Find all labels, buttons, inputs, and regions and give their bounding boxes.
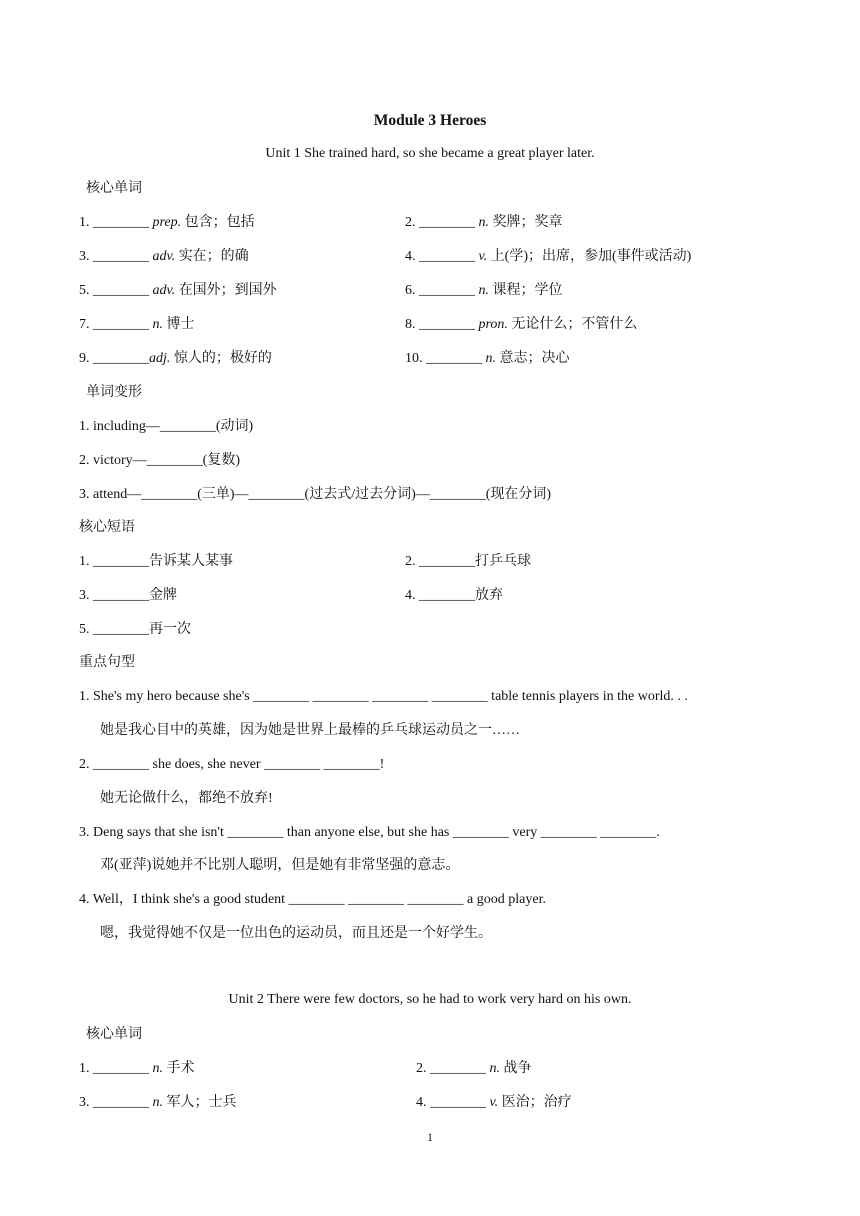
- phrase-item: 2. ________打乒乓球: [405, 554, 531, 569]
- unit2-heading: Unit 2 There were few doctors, so he had to work very hard on his own.: [228, 992, 632, 1007]
- unit1-sentences-heading: 重点句型: [79, 655, 135, 670]
- word-form-item: 3. attend—________(三单)—________(过去式/过去分词)—________(现在分词): [79, 487, 552, 502]
- sentence-en: 1. She's my hero because she's ________ ________ ________ ________ table tennis players in the world. . .: [79, 689, 688, 704]
- unit2-core-words-heading: 核心单词: [86, 1027, 142, 1042]
- word-form-item: 1. including—________(动词): [79, 419, 254, 434]
- sentence-en: 2. ________ she does, she never ________ ________!: [79, 757, 385, 772]
- unit1-word-item: 8. ________ pron. 无论什么；不管什么: [405, 317, 638, 332]
- unit1-word-item: 4. ________ v. 上(学)；出席，参加(事件或活动): [405, 249, 692, 264]
- unit1-word-item: 9. ________adj. 惊人的；极好的: [79, 351, 272, 366]
- word-form-item: 2. victory—________(复数): [79, 453, 240, 468]
- phrase-item: 5. ________再一次: [79, 622, 191, 637]
- unit1-word-item: 2. ________ n. 奖牌；奖章: [405, 215, 563, 230]
- unit1-word-item: 1. ________ prep. 包含；包括: [79, 215, 255, 230]
- module-title: Module 3 Heroes: [373, 112, 487, 129]
- unit1-word-item: 6. ________ n. 课程；学位: [405, 283, 563, 298]
- phrase-item: 3. ________金牌: [79, 588, 177, 603]
- sentence-en: 3. Deng says that she isn't ________ than anyone else, but she has ________ very ________ ________.: [79, 825, 660, 840]
- sentence-zh: 邓(亚萍)说她并不比别人聪明，但是她有非常坚强的意志。: [100, 858, 460, 873]
- page-number: 1: [427, 1130, 433, 1144]
- sentence-zh: 她是我心目中的英雄，因为她是世界上最棒的乒乓球运动员之一……: [100, 723, 520, 738]
- unit1-word-forms-heading: 单词变形: [86, 385, 142, 400]
- sentence-zh: 她无论做什么，都绝不放弃!: [100, 791, 273, 806]
- unit2-word-item: 3. ________ n. 军人；士兵: [79, 1095, 237, 1110]
- unit2-word-item: 4. ________ v. 医治；治疗: [416, 1095, 572, 1110]
- unit2-word-item: 1. ________ n. 手术: [79, 1061, 195, 1076]
- phrase-item: 4. ________放弃: [405, 588, 503, 603]
- sentence-zh: 嗯，我觉得她不仅是一位出色的运动员，而且还是一个好学生。: [100, 926, 492, 941]
- unit2-word-item: 2. ________ n. 战争: [416, 1061, 532, 1076]
- sentence-en: 4. Well，I think she's a good student ________ ________ ________ a good player.: [79, 892, 546, 907]
- unit1-phrases-heading: 核心短语: [79, 520, 135, 535]
- unit1-word-item: 3. ________ adv. 实在；的确: [79, 249, 249, 264]
- unit1-word-item: 5. ________ adv. 在国外；到国外: [79, 283, 277, 298]
- unit1-word-item: 10. ________ n. 意志；决心: [405, 351, 570, 366]
- phrase-item: 1. ________告诉某人某事: [79, 554, 233, 569]
- unit1-heading: Unit 1 She trained hard, so she became a great player later.: [265, 146, 595, 161]
- unit1-word-item: 7. ________ n. 博士: [79, 317, 195, 332]
- unit1-core-words-heading: 核心单词: [86, 181, 142, 196]
